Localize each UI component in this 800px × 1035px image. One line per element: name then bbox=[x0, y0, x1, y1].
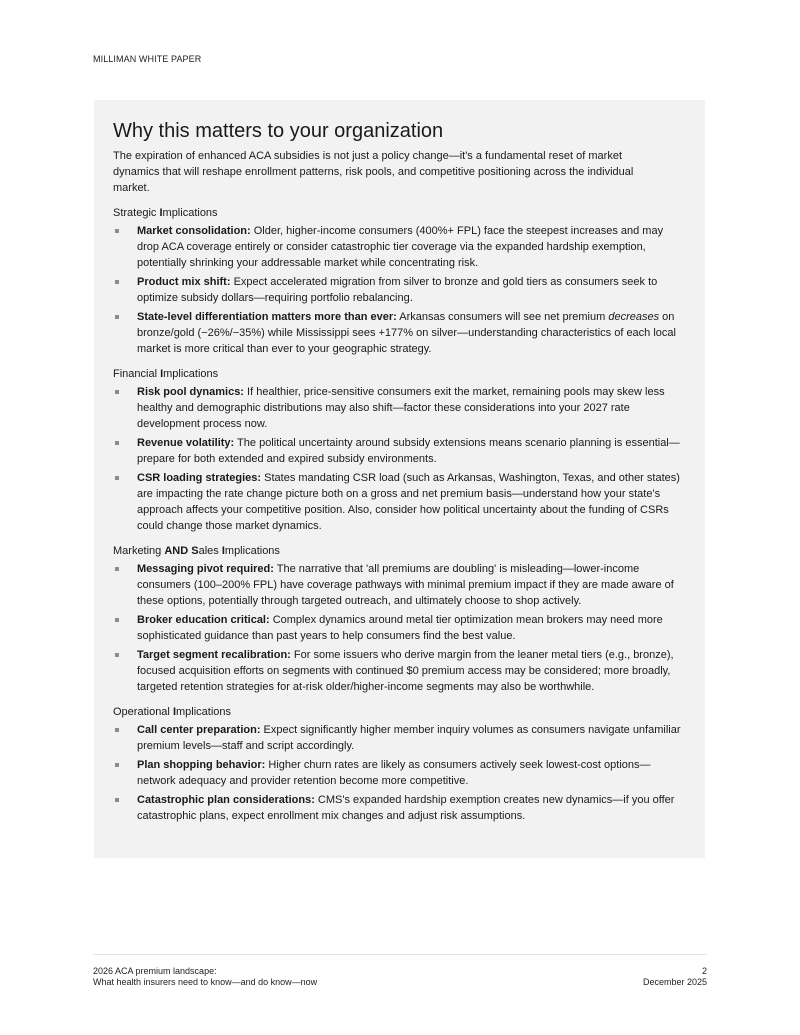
section-heading-part: I bbox=[172, 706, 176, 718]
bullet-lead: State-level differentiation matters more than ever: bbox=[137, 311, 397, 323]
bullet-text: CMS's expanded hardship exemption creates new dynamics—if you offer catastrophic plans, expect enrollment mix changes and adjust risk assumptions. bbox=[137, 794, 675, 822]
section-heading bbox=[113, 205, 686, 221]
panel-intro: The expiration of enhanced ACA subsidies is not just a policy change—it's a fundamental reset of market dynamics that will reshape enrollment patterns, risk pools, and competitive positioning across the individual market. bbox=[113, 150, 634, 194]
section-heading-part: I bbox=[159, 207, 163, 219]
bullet-text: Complex dynamics around metal tier optimization mean brokers may need more sophisticated guidance than past years to help consumers find the best value. bbox=[137, 614, 663, 642]
bullet-text: Expect significantly higher member inquiry volumes as consumers navigate unfamiliar premium levels—staff and script accordingly. bbox=[137, 724, 681, 752]
list-item bbox=[113, 561, 686, 609]
list-item bbox=[113, 792, 686, 824]
list-item bbox=[113, 722, 686, 754]
section-heading-part: I bbox=[221, 545, 225, 557]
section-heading-part: mplications bbox=[162, 207, 218, 219]
bullet-lead: Broker education critical: bbox=[137, 614, 270, 626]
bullet-lead: Catastrophic plan considerations: bbox=[137, 794, 315, 806]
square-bullet-icon bbox=[115, 763, 119, 767]
bullet-text: For some issuers who derive margin from the leaner metal tiers (e.g., bronze), focused acquisition efforts on segments with continued $0 premium access may be considered; more broadly, targeted retention strategies for at-risk older/higher-income segments may also be worthwhile. bbox=[137, 649, 674, 693]
square-bullet-icon bbox=[115, 229, 119, 233]
bullet-text: Older, higher-income consumers (400%+ FPL) face the steepest increases and may drop ACA coverage entirely or consider catastrophic tier coverage via the expanded hardship exemption, potentially shrinking your addressable market while concentrating risk. bbox=[137, 225, 664, 269]
bullet-lead: Market consolidation: bbox=[137, 225, 251, 237]
section-heading-part: mplications bbox=[163, 368, 219, 380]
bullet-lead: Messaging pivot required: bbox=[137, 563, 274, 575]
list-item bbox=[113, 384, 686, 432]
square-bullet-icon bbox=[115, 476, 119, 480]
section-heading-part: Financial bbox=[113, 368, 161, 380]
square-bullet-icon bbox=[115, 280, 119, 284]
section-heading-part: Strategic bbox=[113, 207, 160, 219]
footer-title-line2: What health insurers need to know—and do know—now bbox=[93, 977, 318, 987]
bullet-text: States mandating CSR load (such as Arkansas, Washington, Texas, and other states) are impacting the rate change picture both on a gross and net premium basis—understand how your state's approach affects your competitive position. Also, consider how political uncertainty about the funding of CSRs could change those market dynamics. bbox=[137, 472, 680, 532]
list-item bbox=[113, 470, 686, 534]
square-bullet-icon bbox=[115, 567, 119, 571]
bullet-lead: Product mix shift: bbox=[137, 276, 231, 288]
bullet-text: Expect accelerated migration from silver to bronze and gold tiers as consumers seek to optimize subsidy dollars—requiring portfolio rebalancing. bbox=[137, 276, 658, 304]
callout-panel bbox=[94, 100, 705, 858]
list-item bbox=[113, 274, 686, 306]
section-heading bbox=[113, 366, 686, 382]
section-heading-part: Operational bbox=[113, 706, 173, 718]
square-bullet-icon bbox=[115, 390, 119, 394]
square-bullet-icon bbox=[115, 441, 119, 445]
bullet-text: Arkansas consumers will see net premium bbox=[396, 311, 609, 323]
running-header: MILLIMAN WHITE PAPER bbox=[93, 54, 202, 64]
bullet-lead: Call center preparation: bbox=[137, 724, 261, 736]
bullet-text: The political uncertainty around subsidy extensions means scenario planning is essential—prepare for both extended and expired subsidy environments. bbox=[137, 437, 680, 465]
bullet-list bbox=[113, 722, 686, 824]
section-heading-part: mplications bbox=[176, 706, 232, 718]
footer-publication bbox=[93, 966, 317, 988]
bullet-text: The narrative that 'all premiums are doubling' is misleading—lower-income consumers (100–200% FPL) have coverage pathways with minimal premium impact if they are made aware of these options, potentially through targeted outreach, and ultimately choose to shop actively. bbox=[137, 563, 674, 607]
list-item bbox=[113, 612, 686, 644]
bullet-text: on bronze/gold (−26%/−35%) while Mississippi sees +177% on silver—understanding characteristics of each local market is more critical than ever to your geographic strategy. bbox=[137, 311, 676, 355]
bullet-text: If healthier, price-sensitive consumers exit the market, remaining pools may skew less healthy and demographic distributions may also shift—factor these considerations into your 2027 rate development process now. bbox=[137, 386, 665, 430]
bullet-list bbox=[113, 223, 686, 357]
bullet-list bbox=[113, 561, 686, 695]
square-bullet-icon bbox=[115, 653, 119, 657]
footer-date: December 2025 bbox=[642, 977, 707, 987]
list-item bbox=[113, 223, 686, 271]
square-bullet-icon bbox=[115, 798, 119, 802]
implications-sections bbox=[113, 205, 686, 824]
section-heading-part: mplications bbox=[224, 545, 280, 557]
section-heading-part: AND S bbox=[164, 545, 199, 557]
bullet-lead: Plan shopping behavior: bbox=[137, 759, 266, 771]
bullet-lead: CSR loading strategies: bbox=[137, 472, 262, 484]
section-heading-part: I bbox=[160, 368, 164, 380]
bullet-list bbox=[113, 384, 686, 534]
bullet-lead: Revenue volatility: bbox=[137, 437, 235, 449]
footer-divider bbox=[93, 954, 707, 955]
section-heading bbox=[113, 543, 686, 559]
bullet-text: decreases bbox=[608, 311, 660, 323]
list-item bbox=[113, 309, 686, 357]
footer-meta bbox=[643, 966, 707, 988]
section-heading-part: ales bbox=[198, 545, 222, 557]
list-item bbox=[113, 647, 686, 695]
bullet-lead: Target segment recalibration: bbox=[137, 649, 291, 661]
footer-title-line1: 2026 ACA premium landscape: bbox=[93, 966, 217, 976]
section-heading-part: Marketing bbox=[113, 545, 165, 557]
square-bullet-icon bbox=[115, 618, 119, 622]
bullet-lead: Risk pool dynamics: bbox=[137, 386, 244, 398]
panel-title: Why this matters to your organization bbox=[113, 120, 444, 142]
list-item bbox=[113, 757, 686, 789]
page-number: 2 bbox=[701, 966, 707, 976]
section-heading bbox=[113, 704, 686, 720]
square-bullet-icon bbox=[115, 315, 119, 319]
square-bullet-icon bbox=[115, 728, 119, 732]
list-item bbox=[113, 435, 686, 467]
bullet-text: Higher churn rates are likely as consumers actively seek lowest-cost options—network adequacy and provider retention become more competitive. bbox=[137, 759, 651, 787]
